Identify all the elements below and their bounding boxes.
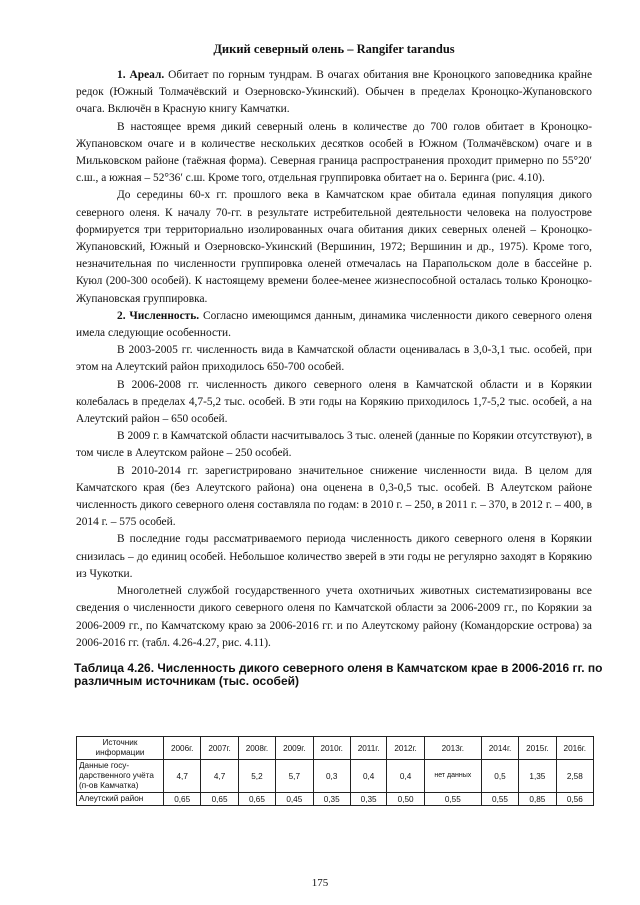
- table-row: [77, 760, 594, 793]
- column-header-year: 2015г.: [519, 737, 556, 760]
- paragraph-lead: 2. Численность.: [117, 309, 200, 322]
- table-cell: 0,85: [519, 793, 556, 806]
- column-header-year: 2016г.: [556, 737, 593, 760]
- paragraph-text: В настоящее время дикий северный олень в количестве до 700 голов обитает в Кроноцко-Жупановском очаге и в количестве нескольких десятков особей в Южном (Толмачёвском) очаге и в Мильковском районе (таёжная форма). Северная граница распространения проходит примерно по 55°20′ с.ш., а южная – 52°36′ с.ш. Кроме того, отдельная группировка обитает на о. Беринга (рис. 4.10).: [76, 120, 592, 185]
- column-header-source: Источник информации: [77, 737, 164, 760]
- column-header-year: 2009г.: [276, 737, 313, 760]
- paragraph: [76, 119, 592, 188]
- table-header-row: [77, 737, 594, 760]
- table-cell: 4,7: [201, 760, 238, 793]
- table-cell: 0,56: [556, 793, 593, 806]
- paragraph-area: [76, 67, 592, 119]
- column-header-year: 2007г.: [201, 737, 238, 760]
- table-cell: 0,3: [313, 760, 350, 793]
- paragraph-text: Многолетней службой государственного учета охотничьих животных систематизированы все сведения о численности дикого северного оленя по Камчатской области за 2006-2009 гг., по Корякии за 2006-2009 гг., по Камчатскому краю за 2006-2016 гг. и по Алеутскому району (Командорские острова) за 2006-2016 гг. (табл. 4.26-4.27, рис. 4.11).: [76, 585, 592, 649]
- paragraph: [76, 428, 592, 462]
- page-title: Дикий северный олень – Rangifer tarandus: [213, 42, 455, 56]
- table-cell: 4,7: [164, 760, 201, 793]
- table-cell: 0,4: [387, 760, 424, 793]
- paragraph-text: В последние годы рассматриваемого периода численность дикого северного оленя в Корякии снизилась – до единиц особей. Небольшое количество зверей в эти годы не регулярно заходят в Корякию из Чукотки.: [76, 533, 592, 580]
- row-source-label: Алеутский район: [77, 793, 164, 806]
- table-cell: 0,35: [313, 793, 350, 806]
- column-header-year: 2010г.: [313, 737, 350, 760]
- paragraph: [76, 531, 592, 583]
- paragraph: [76, 187, 592, 307]
- paragraph-numbers: [76, 308, 592, 342]
- page-body: [74, 42, 603, 688]
- paragraph: [76, 342, 592, 376]
- column-header-year: 2014г.: [481, 737, 518, 760]
- table-cell: 0,5: [481, 760, 518, 793]
- column-header-year: 2013г.: [424, 737, 481, 760]
- table-cell: 0,55: [424, 793, 481, 806]
- population-table: [76, 736, 594, 806]
- paragraph-text: До середины 60-х гг. прошлого века в Камчатском крае обитала единая популяция дикого северного оленя. К началу 70-гг. в результате истребительной деятельности человека на полуострове формируется три территориально изолированных очага обитания диких северных оленей – Кроноцко-Жупановский, Южный и Озерновско-Укинский (Вершинин, 1972; Вершинин и др., 1975). Кроме того, незначительная по численности группировка оленей отмечалась на Парапольском доле в бассейне р. Куюл (200-300 особей). К настоящему времени более-менее жизнеспособной осталась только Кроноцко-Жупановская группировка.: [76, 189, 592, 305]
- column-header-year: 2011г.: [350, 737, 387, 760]
- paragraph: [76, 377, 592, 429]
- table-cell: 0,65: [201, 793, 238, 806]
- paragraph-lead: 1. Ареал.: [117, 69, 165, 81]
- table-cell: 0,50: [387, 793, 424, 806]
- table-cell: 0,65: [238, 793, 275, 806]
- paragraph-text: В 2010-2014 гг. зарегистрировано значительное снижение численности вида. В целом для Камчатского края (без Алеутского района) она оценена в 0,3-0,5 тыс. особей. В Алеутском районе численность дикого северного оленя составляла по годам: в 2010 г. – 250, в 2011 г. – 370, в 2012 г. – 400, в 2014 г. – 575 особей.: [76, 464, 592, 529]
- table-cell: 5,7: [276, 760, 313, 793]
- column-header-year: 2008г.: [238, 737, 275, 760]
- table-cell-no-data: нет данных: [424, 760, 481, 793]
- table-cell: 5,2: [238, 760, 275, 793]
- table-row: [77, 793, 594, 806]
- paragraph-text: В 2006-2008 гг. численность дикого северного оленя в Камчатской области и в Корякии колебалась в пределах 4,7-5,2 тыс. особей. В эти годы на Корякию приходилось 1,7-5,2 тыс. особей, а на Алеутский район – 650 особей.: [76, 378, 592, 426]
- page-number: 175: [311, 877, 329, 889]
- paragraph-text: В 2009 г. в Камчатской области насчитывалось 3 тыс. оленей (данные по Корякии отсутствуют), в том числе в Алеутском районе – 250 особей.: [76, 430, 592, 460]
- table-caption: Таблица 4.26. Численность дикого северного оленя в Камчатском крае в 2006-2016 гг. по различным источникам (тыс. особей): [74, 660, 603, 688]
- table-cell: 0,45: [276, 793, 313, 806]
- paragraph: [76, 463, 592, 532]
- table-cell: 0,55: [481, 793, 518, 806]
- column-header-year: 2012г.: [387, 737, 424, 760]
- table-cell: 0,65: [164, 793, 201, 806]
- table-cell: 0,4: [350, 760, 387, 793]
- column-header-year: 2006г.: [164, 737, 201, 760]
- paragraph-text: Обитает по горным тундрам. В очагах обитания вне Кроноцкого заповедника крайне редок (Южный Толмачёвский и Озерновско-Укинский). Обычен в пределах Кроноцко-Жупановского очага. Включён в Красную книгу Камчатки.: [76, 69, 592, 116]
- row-source-label: Данные госу-дарственного учёта (п-ов Камчатка): [77, 760, 164, 793]
- paragraph-text: В 2003-2005 гг. численность вида в Камчатской области оценивалась в 3,0-3,1 тыс. особей, при этом на Алеутский район приходилось 650-700 особей.: [76, 344, 592, 374]
- paragraph: [76, 583, 592, 652]
- table-cell: 0,35: [350, 793, 387, 806]
- table-cell: 2,58: [556, 760, 593, 793]
- table-cell: 1,35: [519, 760, 556, 793]
- paragraph-text: Согласно имеющимся данным, динамика численности дикого северного оленя имела следующие особенности.: [76, 309, 592, 340]
